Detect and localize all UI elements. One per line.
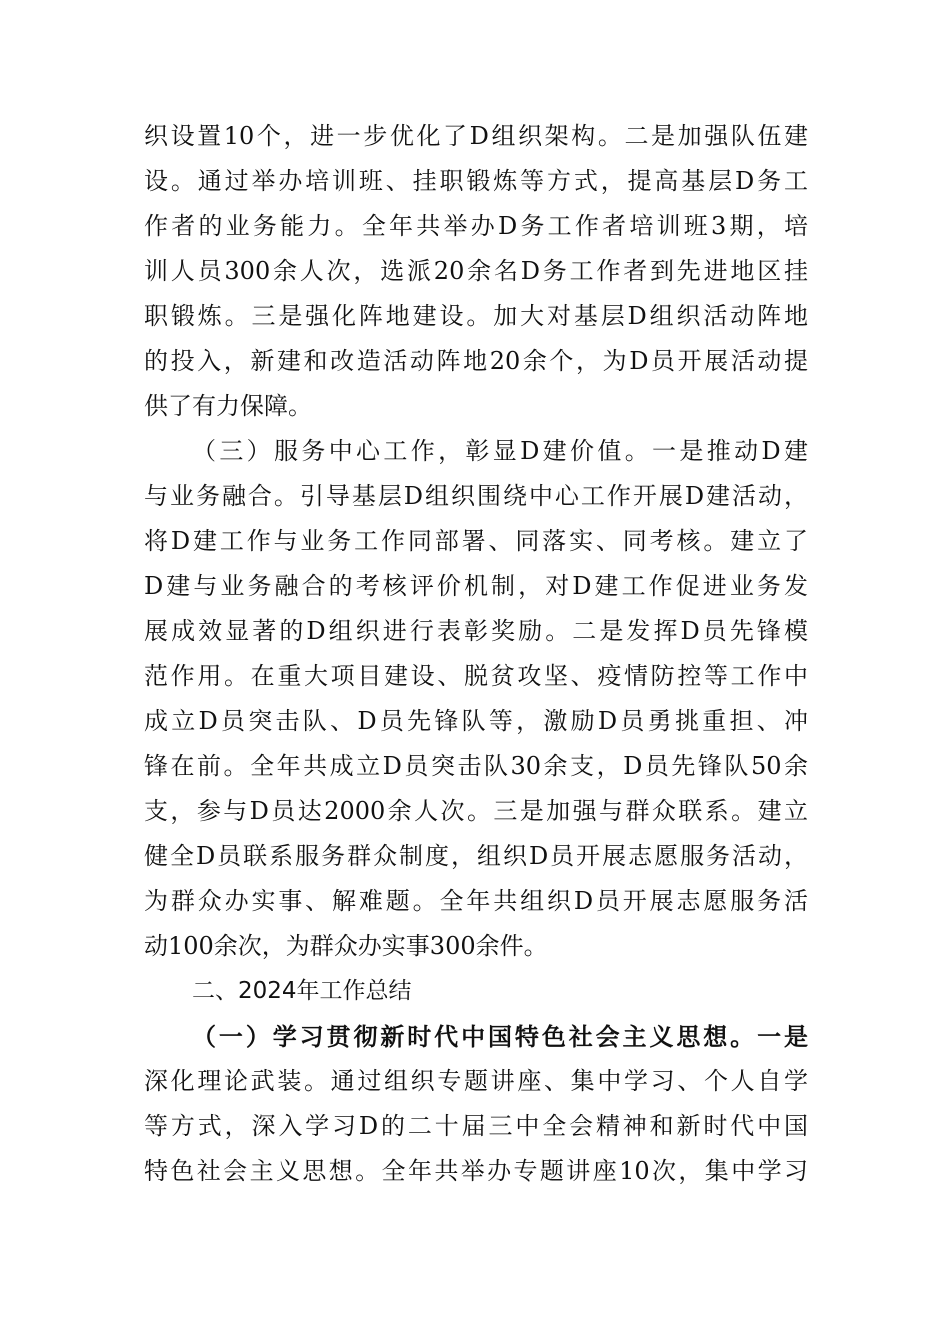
body-line: 训人员300余人次，选派20余名D务工作者到先进地区挂	[144, 257, 808, 285]
body-line: 范作用。在重大项目建设、脱贫攻坚、疫情防控等工作中	[144, 662, 808, 690]
body-line: 设。通过举办培训班、挂职锻炼等方式，提高基层D务工	[144, 167, 808, 195]
body-line: 的投入，新建和改造活动阵地20余个，为D员开展活动提	[144, 347, 808, 375]
body-line: 供了有力保障。	[144, 392, 312, 420]
body-line: 展成效显著的D组织进行表彰奖励。二是发挥D员先锋模	[144, 617, 808, 645]
body-line: 锋在前。全年共成立D员突击队30余支，D员先锋队50余	[144, 752, 808, 780]
body-line: 成立D员突击队、D员先锋队等，激励D员勇挑重担、冲	[144, 707, 808, 735]
body-line: 等方式，深入学习D的二十届三中全会精神和新时代中国	[144, 1112, 808, 1140]
body-line: 作者的业务能力。全年共举办D务工作者培训班3期，培	[144, 212, 808, 240]
body-line: 为群众办实事、解难题。全年共组织D员开展志愿服务活	[144, 887, 808, 915]
body-line: 将D建工作与业务工作同部署、同落实、同考核。建立了	[144, 527, 808, 555]
body-line: 与业务融合。引导基层D组织围绕中心工作开展D建活动，	[144, 482, 808, 510]
body-line: 特色社会主义思想。全年共举办专题讲座10次，集中学习	[144, 1157, 808, 1185]
body-line: D建与业务融合的考核评价机制，对D建工作促进业务发	[144, 572, 808, 600]
body-line: 动100余次，为群众办实事300余件。	[144, 932, 548, 960]
section-heading-line: （三）服务中心工作，彰显D建价值。一是推动D建	[192, 437, 808, 465]
chapter-heading: 二、2024年工作总结	[192, 978, 412, 1004]
body-line: 支，参与D员达2000余人次。三是加强与群众联系。建立	[144, 797, 808, 825]
section-heading-line: （一）学习贯彻新时代中国特色社会主义思想。一是	[192, 1022, 808, 1051]
body-line: 织设置10个，进一步优化了D组织架构。二是加强队伍建	[144, 122, 808, 150]
document-body	[144, 114, 808, 1194]
body-line: 健全D员联系服务群众制度，组织D员开展志愿服务活动，	[144, 842, 808, 870]
body-line: 职锻炼。三是强化阵地建设。加大对基层D组织活动阵地	[144, 302, 808, 330]
body-line: 深化理论武装。通过组织专题讲座、集中学习、个人自学	[144, 1067, 808, 1095]
